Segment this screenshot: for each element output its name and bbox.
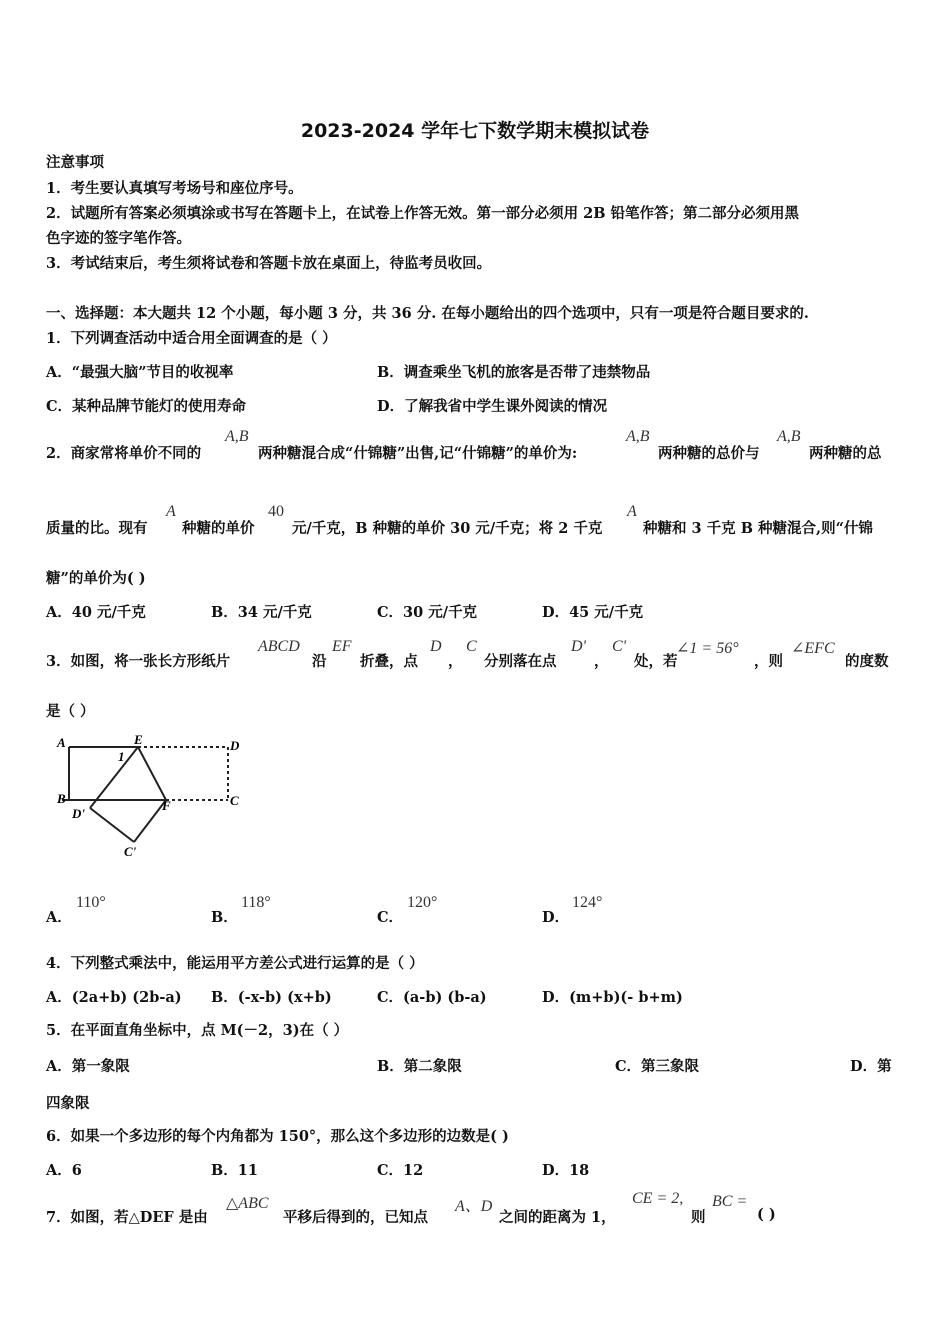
q6-option-b: B．11 (211, 1162, 258, 1179)
q3-math: ∠EFC (791, 640, 835, 657)
q1-option-a: A．“最强大脑”节目的收视率 (46, 364, 234, 381)
q3-option-d-value: 124° (572, 894, 603, 911)
q3-text: ， (594, 653, 609, 670)
q4-option-c: C．(a-b) (b-a) (377, 989, 487, 1006)
q6-stem: 6．如果一个多边形的每个内角都为 150°，那么这个多边形的边数是( ) (46, 1128, 509, 1145)
q3-text: 折叠，点 (360, 653, 418, 670)
q6-option-d: D．18 (542, 1162, 590, 1179)
q3-option-a: A． (46, 909, 72, 926)
q3-math: C' (612, 638, 627, 655)
q2-math: A (627, 503, 637, 520)
q3-option-d: D． (542, 909, 570, 926)
figure-edge-d2c2 (90, 808, 134, 842)
q7-math: A、D (455, 1198, 493, 1215)
q4-stem: 4．下列整式乘法中，能运用平方差公式进行运算的是（ ） (46, 955, 424, 972)
q3-figure (52, 730, 252, 860)
point-label-b: B (57, 791, 66, 806)
q2-text: 两种糖的总价与 (658, 445, 760, 462)
q7-text: 平移后得到的，已知点 (283, 1209, 428, 1226)
point-label-d-prime: D' (72, 806, 85, 821)
q3-math: ∠1 = 56° (676, 640, 739, 657)
q2-text: 种糖和 3 千克 B 种糖混合,则“什锦 (643, 520, 873, 537)
q2-option-b: B．34 元/千克 (211, 604, 312, 621)
figure-edge-ef (138, 747, 166, 800)
q3-text: 沿 (312, 653, 327, 670)
q6-option-c: C．12 (377, 1162, 424, 1179)
q3-option-b-value: 118° (241, 894, 271, 911)
q7-math: CE = 2, (632, 1190, 684, 1207)
q7-text: 之间的距离为 1， (499, 1209, 616, 1226)
q7-math: △ABC (226, 1195, 269, 1212)
q2-text: 质量的比。现有 (46, 520, 148, 537)
figure-edge-ed2 (90, 747, 138, 808)
q5-option-b: B．第二象限 (377, 1058, 462, 1075)
q2-math: A,B (777, 428, 801, 445)
q1-option-d: D．了解我省中学生课外阅读的情况 (377, 398, 608, 415)
q5-option-d: D．第 (850, 1058, 892, 1075)
q3-math: C (466, 638, 477, 655)
q7-text: 7．如图，若△DEF 是由 (46, 1209, 208, 1226)
q3-math: ABCD (258, 638, 300, 655)
q4-option-d: D．(m+b)(- b+m) (542, 989, 683, 1006)
q2-text: 2．商家常将单价不同的 (46, 445, 202, 462)
q5-option-c: C．第三象限 (615, 1058, 700, 1075)
q7-text: 则 (691, 1209, 706, 1226)
q3-text: 处，若 (634, 653, 678, 670)
q3-text: ，则 (754, 653, 783, 670)
point-label-a: A (57, 735, 66, 750)
angle-label-1: 1 (118, 749, 125, 764)
q7-math: BC = (712, 1193, 748, 1210)
q3-option-c: C． (377, 909, 404, 926)
point-label-e: E (134, 732, 143, 747)
q5-option-d-cont: 四象限 (46, 1095, 90, 1112)
point-label-c-prime: C' (124, 844, 137, 859)
q2-math: A,B (225, 428, 249, 445)
notice-heading: 注意事项 (46, 154, 104, 171)
q1-stem: 1．下列调查活动中适合用全面调查的是（ ） (46, 330, 337, 347)
q3-option-c-value: 120° (407, 894, 438, 911)
q1-option-b: B．调查乘坐飞机的旅客是否带了违禁物品 (377, 364, 651, 381)
q2-text: 糖”的单价为( ) (46, 570, 146, 587)
q3-option-b: B． (211, 909, 238, 926)
q4-option-b: B．(-x-b) (x+b) (211, 989, 332, 1006)
q3-text: 是（ ） (46, 703, 95, 720)
section-heading: 一、选择题：本大题共 12 个小题，每小题 3 分，共 36 分. 在每小题给出的四个选项中，只有一项是符合题目要求的. (46, 305, 809, 322)
notice-item: 1．考生要认真填写考场号和座位序号。 (46, 180, 303, 197)
q3-text: 分别落在点 (484, 653, 557, 670)
q3-option-a-value: 110° (76, 894, 106, 911)
q5-stem: 5．在平面直角坐标中，点 M(－2，3)在（ ） (46, 1022, 349, 1039)
q2-math: A,B (626, 428, 650, 445)
q2-option-d: D．45 元/千克 (542, 604, 644, 621)
q7-text: ( ) (757, 1206, 776, 1223)
q5-option-a: A．第一象限 (46, 1058, 130, 1075)
q2-text: 元/千克，B 种糖的单价 30 元/千克；将 2 千克 (292, 520, 603, 537)
q3-text: ， (448, 653, 463, 670)
q2-text: 两种糖混合成“什锦糖”出售,记“什锦糖”的单价为: (258, 445, 578, 462)
notice-item: 色字迹的签字笔作答。 (46, 230, 191, 247)
point-label-c: C (230, 793, 239, 808)
q3-text: 的度数 (845, 653, 889, 670)
point-label-d: D (230, 738, 240, 753)
q2-text: 种糖的单价 (182, 520, 255, 537)
q2-option-a: A．40 元/千克 (46, 604, 146, 621)
q3-text: 3．如图，将一张长方形纸片 (46, 653, 231, 670)
q2-text: 两种糖的总 (809, 445, 882, 462)
q2-math: A (166, 503, 176, 520)
q6-option-a: A．6 (46, 1162, 82, 1179)
q3-math: D' (571, 638, 586, 655)
notice-item: 3．考试结束后，考生须将试卷和答题卡放在桌面上，待监考员收回。 (46, 255, 492, 272)
q2-option-c: C．30 元/千克 (377, 604, 478, 621)
q2-math: 40 (268, 503, 284, 520)
q3-math: EF (332, 638, 352, 655)
page-title: 2023-2024 学年七下数学期末模拟试卷 (300, 120, 650, 142)
q1-option-c: C．某种品牌节能灯的使用寿命 (46, 398, 247, 415)
notice-item: 2．试题所有答案必须填涂或书写在答题卡上，在试卷上作答无效。第一部分必须用 2B 铅笔作答；第二部分必须用黑 (46, 205, 800, 222)
point-label-f: F (162, 798, 171, 813)
q4-option-a: A．(2a+b) (2b-a) (46, 989, 182, 1006)
q3-math: D (430, 638, 442, 655)
